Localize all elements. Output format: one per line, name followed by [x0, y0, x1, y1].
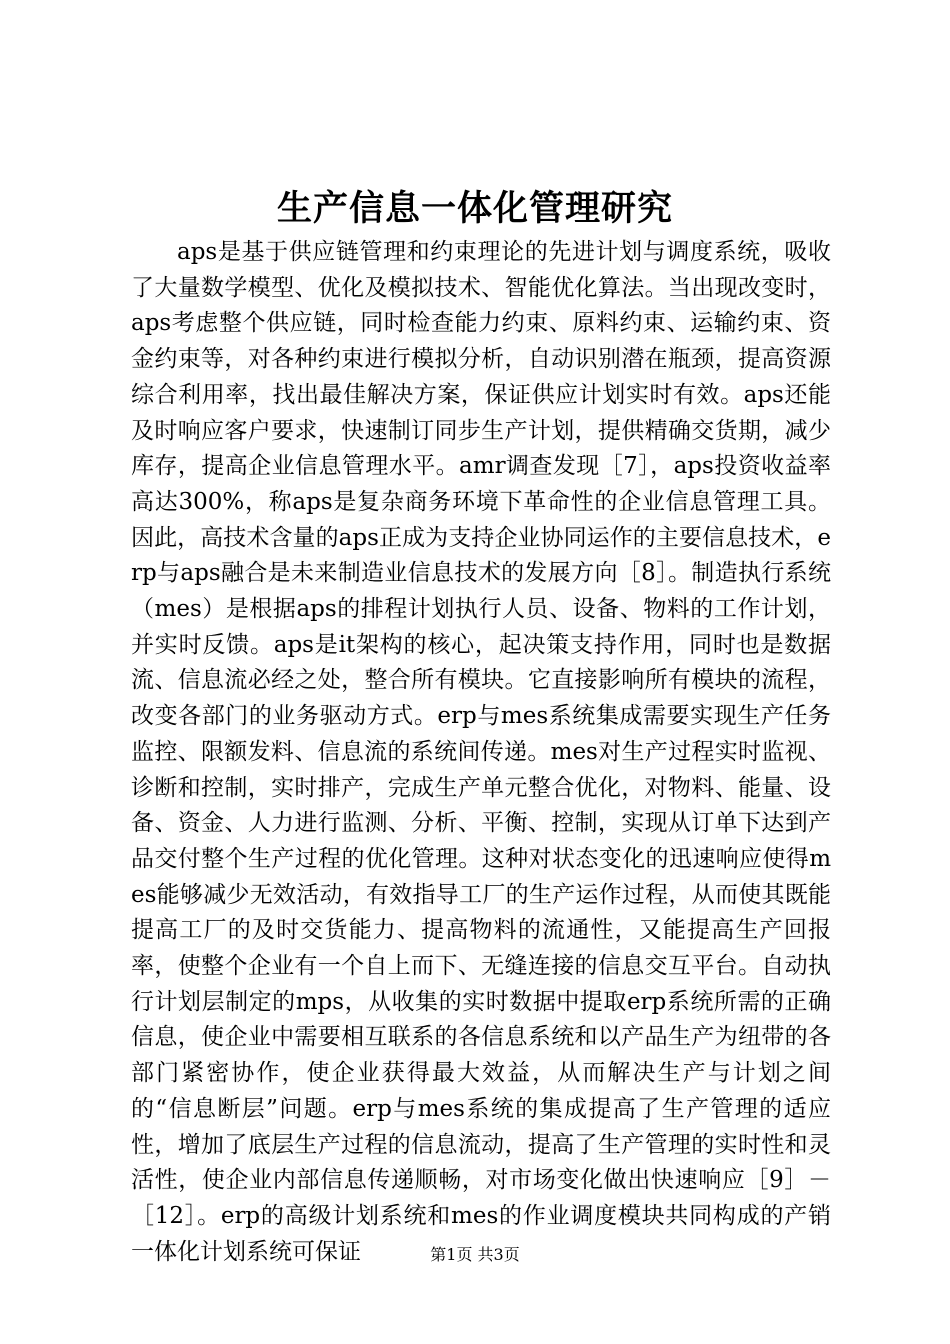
- body-paragraph: aps是基于供应链管理和约束理论的先进计划与调度系统，吸收了大量数学模型、优化及模拟技术、智能优化算法。当出现改变时，aps考虑整个供应链，同时检查能力约束、原料约束、运输约束、资金约束等，对各种约束进行模拟分析，自动识别潜在瓶颈，提高资源综合利用率，找出最佳解决方案，保证供应计划实时有效。aps还能及时响应客户要求，快速制订同步生产计划，提供精确交货期，减少库存，提高企业信息管理水平。amr调查发现［7］，aps投资收益率高达300%，称aps是复杂商务环境下革命性的企业信息管理工具。因此，高技术含量的aps正成为支持企业协同运作的主要信息技术，erp与aps融合是未来制造业信息技术的发展方向［8］。制造执行系统（mes）是根据aps的排程计划执行人员、设备、物料的工作计划，并实时反馈。aps是it架构的核心，起决策支持作用，同时也是数据流、信息流必经之处，整合所有模块。它直接影响所有模块的流程，改变各部门的业务驱动方式。erp与mes系统集成需要实现生产任务监控、限额发料、信息流的系统间传递。mes对生产过程实时监视、诊断和控制，实时排产，完成生产单元整合优化，对物料、能量、设备、资金、人力进行监测、分析、平衡、控制，实现从订单下达到产品交付整个生产过程的优化管理。这种对状态变化的迅速响应使得mes能够减少无效活动，有效指导工厂的生产运作过程，从而使其既能提高工厂的及时交货能力、提高物料的流通性，又能提高生产回报率，使整个企业有一个自上而下、无缝连接的信息交互平台。自动执行计划层制定的mps，从收集的实时数据中提取erp系统所需的正确信息，使企业中需要相互联系的各信息系统和以产品生产为纽带的各部门紧密协作，使企业获得最大效益，从而解决生产与计划之间的“信息断层”问题。erp与mes系统的集成提高了生产管理的适应性，增加了底层生产过程的信息流动，提高了生产管理的实时性和灵活性，使企业内部信息传递顺畅，对市场变化做出快速响应［9］－［12］。erp的高级计划系统和mes的作业调度模块共同构成的产销一体化计划系统可保证: [131, 239, 831, 1265]
- page-number: 第1页 共3页: [430, 1245, 520, 1264]
- document-title: 生产信息一体化管理研究: [276, 188, 673, 229]
